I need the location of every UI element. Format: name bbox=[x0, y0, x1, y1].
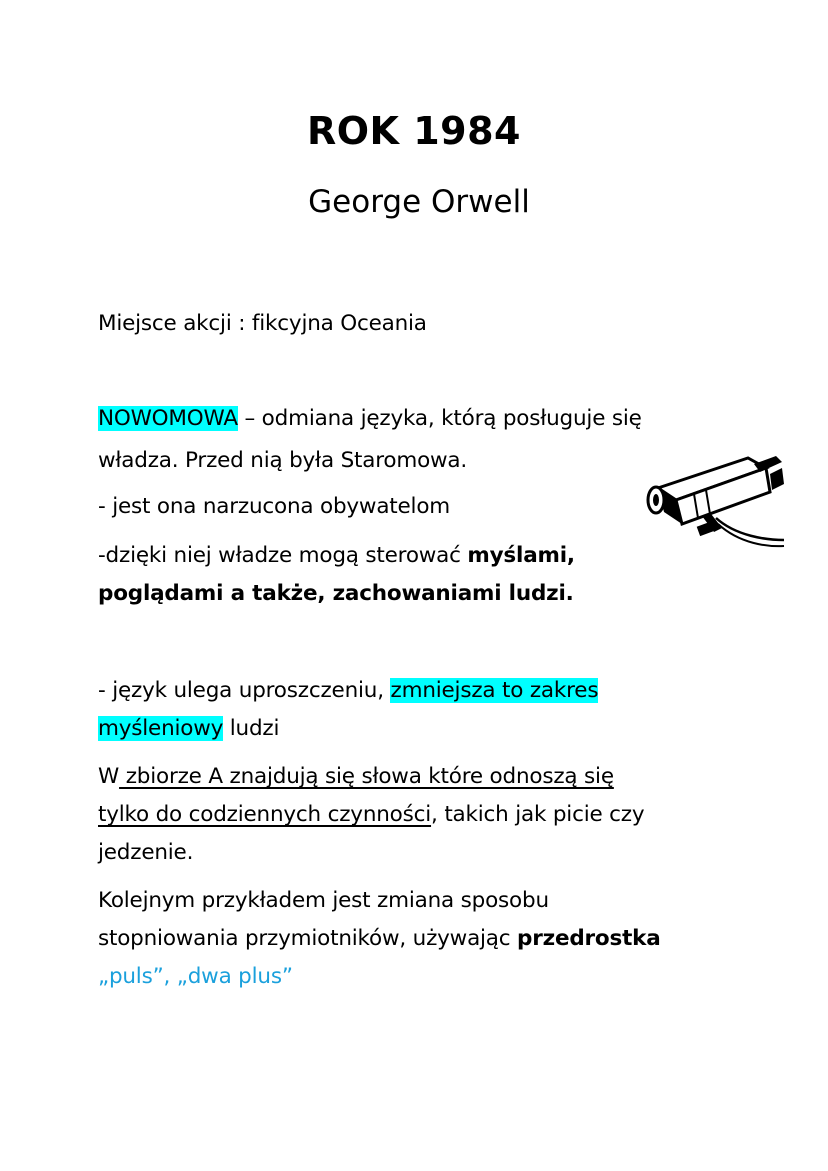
comparison-bold: przedrostka bbox=[517, 926, 661, 951]
set-a-prefix: W bbox=[98, 764, 120, 789]
page-title: ROK 1984 bbox=[306, 109, 521, 153]
comparison-examples: „puls”, „dwa plus” bbox=[98, 964, 293, 989]
simplification-highlight-2: myśleniowy bbox=[98, 716, 224, 741]
set-a-line-2 bbox=[98, 796, 718, 834]
simplification-line bbox=[98, 672, 718, 710]
point-control-bold: myślami, bbox=[467, 543, 575, 568]
point-control-cont: poglądami a także, zachowaniami ludzi. bbox=[98, 581, 574, 606]
comparison-line: Kolejnym przykładem jest zmiana sposobu bbox=[98, 888, 549, 913]
author-name: George Orwell bbox=[308, 184, 530, 220]
simplification-line-2 bbox=[98, 710, 718, 748]
simplification-highlight: zmniejsza to zakres bbox=[390, 678, 599, 703]
set-a-suffix: , takich jak picie czy bbox=[431, 802, 645, 827]
set-a-line bbox=[98, 758, 718, 796]
newspeak-definition-cont: władza. Przed nią była Staromowa. bbox=[98, 448, 468, 473]
comparison-line-2 bbox=[98, 920, 718, 958]
point-imposed: - jest ona narzucona obywatelom bbox=[98, 494, 451, 519]
point-control bbox=[98, 537, 718, 575]
point-control-text: -dzięki niej władze mogą sterować bbox=[98, 543, 468, 568]
surveillance-camera-icon bbox=[636, 448, 786, 548]
comparison-text: stopniowania przymiotników, używając bbox=[98, 926, 518, 951]
newspeak-term: NOWOMOWA bbox=[98, 406, 238, 431]
newspeak-definition-text: – odmiana języka, którą posługuje się bbox=[237, 406, 642, 431]
set-a-underlined-2: tylko do codziennych czynności bbox=[98, 802, 432, 827]
set-a-underlined: zbiorze A znajdują się słowa które odnoszą się bbox=[119, 764, 614, 789]
setting-line: Miejsce akcji : fikcyjna Oceania bbox=[98, 311, 427, 336]
newspeak-definition bbox=[98, 400, 718, 438]
simplification-text: - język ulega uproszczeniu, bbox=[98, 678, 391, 703]
simplification-suffix: ludzi bbox=[223, 716, 280, 741]
set-a-line-3: jedzenie. bbox=[98, 840, 194, 865]
